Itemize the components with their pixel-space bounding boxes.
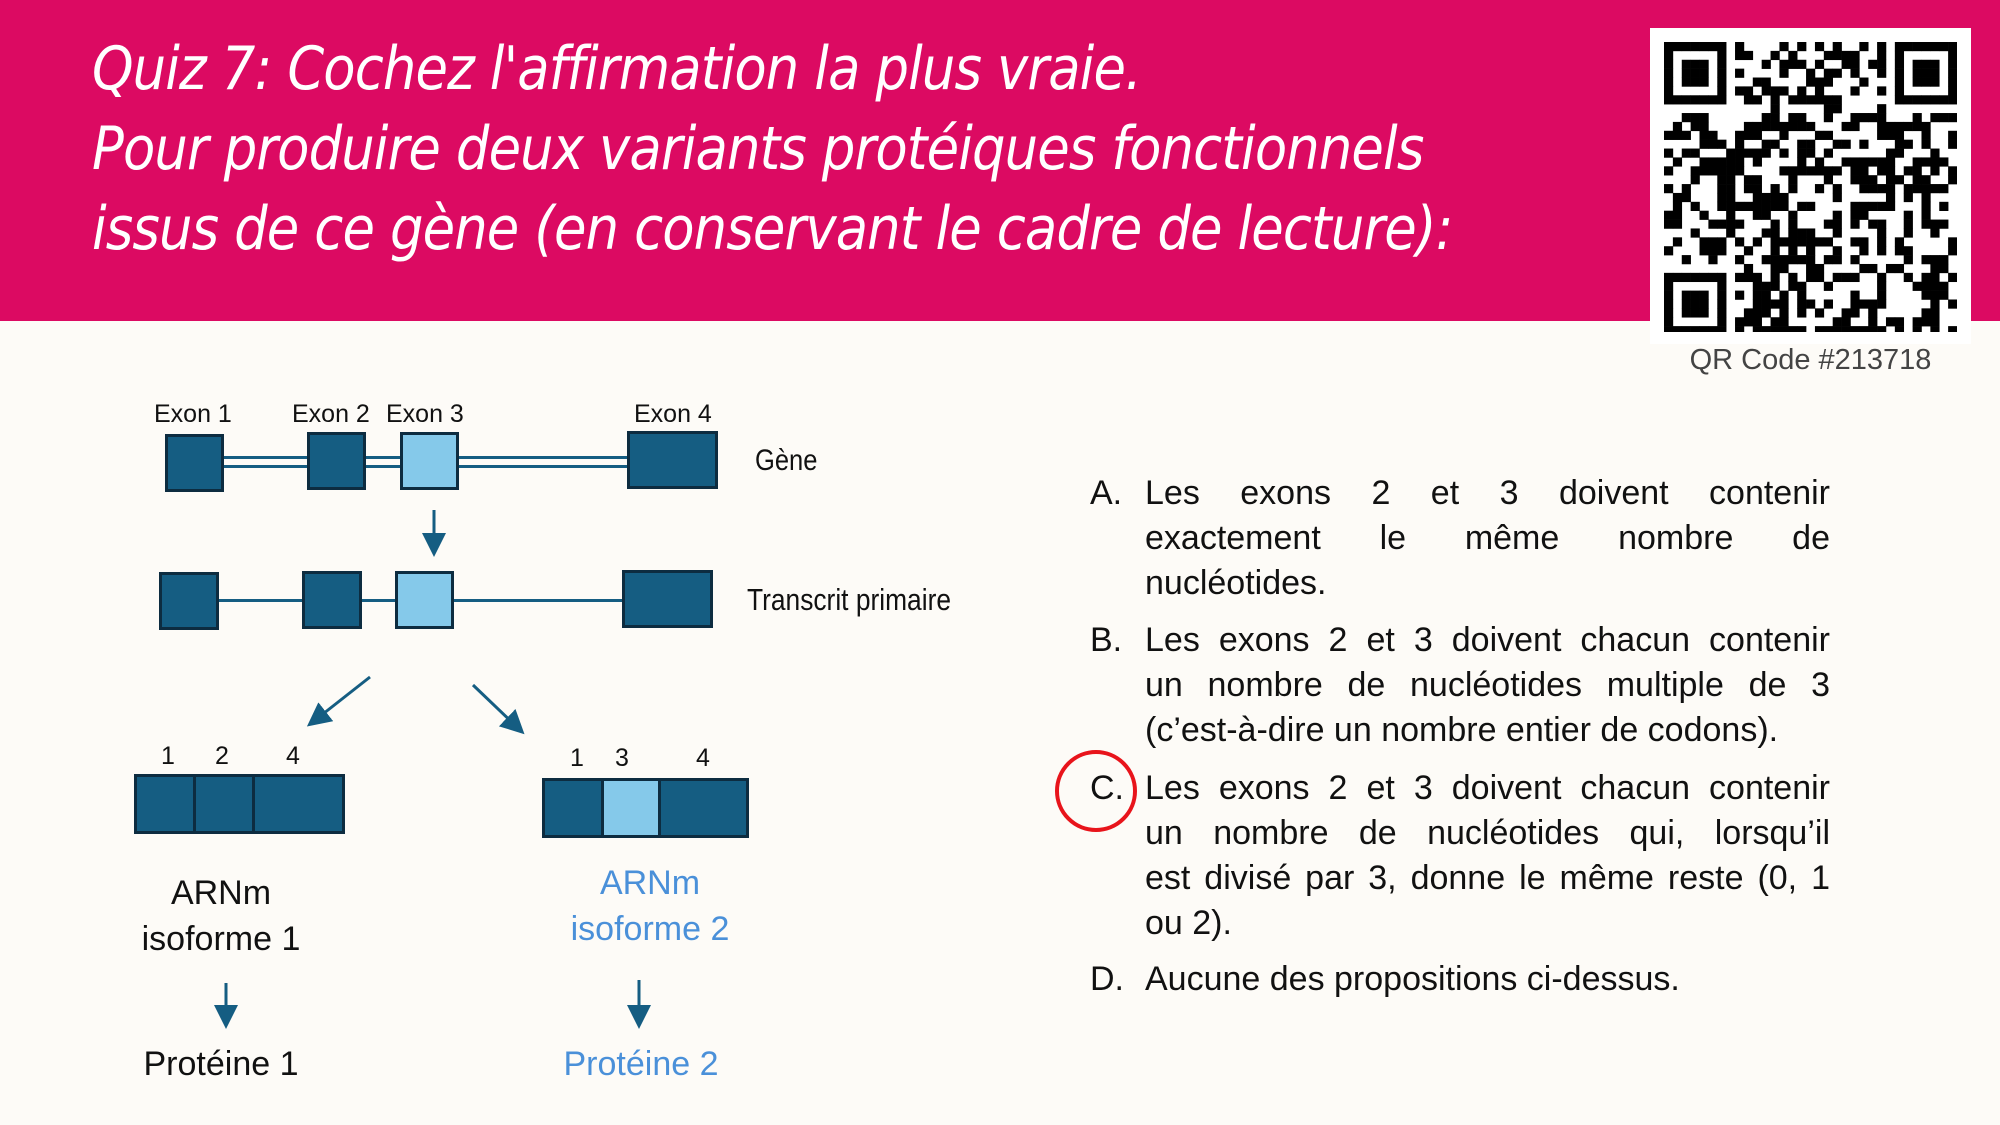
qr-code (1650, 28, 1971, 344)
isoform-2-subtitle: isoforme 2 (570, 910, 730, 948)
arrow-to-isoform-1 (314, 677, 370, 721)
isoform-1-subtitle: isoforme 1 (141, 920, 301, 958)
quiz-title: Quiz 7: Cochez l'affirmation la plus vraie. (92, 34, 1141, 104)
exon-label-1: Exon 1 (154, 400, 232, 428)
answer-text-line: (c’est-à-dire un nombre entier de codons). (1145, 711, 1779, 749)
exon-label-4: Exon 4 (634, 400, 712, 428)
answer-text-line: ou 2). (1145, 904, 1232, 942)
selected-answer-circle (1055, 750, 1137, 832)
isoform-1-exon-2 (193, 774, 255, 834)
exon-label-2: Exon 2 (292, 400, 370, 428)
answer-text-line: un nombre de nucléotides multiple de 3 (1145, 666, 1830, 704)
isoform-2-exon-4 (658, 778, 749, 838)
answer-letter: D. (1090, 960, 1124, 998)
answer-text-line: un nombre de nucléotides qui, lorsqu’il (1145, 814, 1830, 852)
transcript-exon-1 (159, 572, 219, 630)
isoform-1-number: 4 (286, 742, 300, 770)
question-line-1: Pour produire deux variants protéiques fonctionnels (92, 114, 1424, 184)
transcript-exon-3 (395, 571, 454, 629)
answer-text-line: Les exons 2 et 3 doivent contenir (1145, 474, 1830, 512)
transcript-label: Transcrit primaire (747, 582, 951, 617)
answer-text-line: exactement le même nombre de (1145, 519, 1830, 557)
answer-text-line: nucléotides. (1145, 564, 1327, 602)
isoform-1-number: 1 (161, 742, 175, 770)
answer-text-line: Les exons 2 et 3 doivent chacun contenir (1145, 769, 1830, 807)
answer-letter: B. (1090, 621, 1123, 659)
isoform-1-number: 2 (215, 742, 229, 770)
answer-text-line: Aucune des propositions ci-dessus. (1145, 960, 1680, 998)
transcript-exon-4 (622, 570, 713, 628)
protein-1-label: Protéine 1 (143, 1045, 299, 1083)
isoform-2-number: 3 (615, 744, 629, 772)
gene-label: Gène (755, 444, 818, 477)
isoform-2-number: 4 (696, 744, 710, 772)
isoform-2-exon-1 (542, 778, 604, 838)
isoform-1-exon-1 (134, 774, 196, 834)
isoform-2-title: ARNm (599, 864, 701, 902)
isoform-1-title: ARNm (170, 874, 272, 912)
protein-2-label: Protéine 2 (563, 1045, 719, 1083)
isoform-2-exon-3 (601, 778, 661, 838)
answer-letter: C. (1090, 769, 1124, 807)
qr-code-pattern (1664, 42, 1957, 332)
qr-caption: QR Code #213718 (1689, 344, 1932, 376)
isoform-1-exon-4 (252, 774, 345, 834)
arrow-to-isoform-2 (473, 685, 518, 728)
answer-letter: A. (1090, 474, 1123, 512)
answer-text-line: est divisé par 3, donne le même reste (0, 1 (1145, 859, 1830, 897)
question-line-2: issus de ce gène (en conservant le cadre de lecture): (92, 194, 1453, 264)
isoform-2-number: 1 (570, 744, 584, 772)
answer-text-line: Les exons 2 et 3 doivent chacun contenir (1145, 621, 1830, 659)
transcript-exon-2 (302, 571, 362, 629)
exon-label-3: Exon 3 (386, 400, 464, 428)
